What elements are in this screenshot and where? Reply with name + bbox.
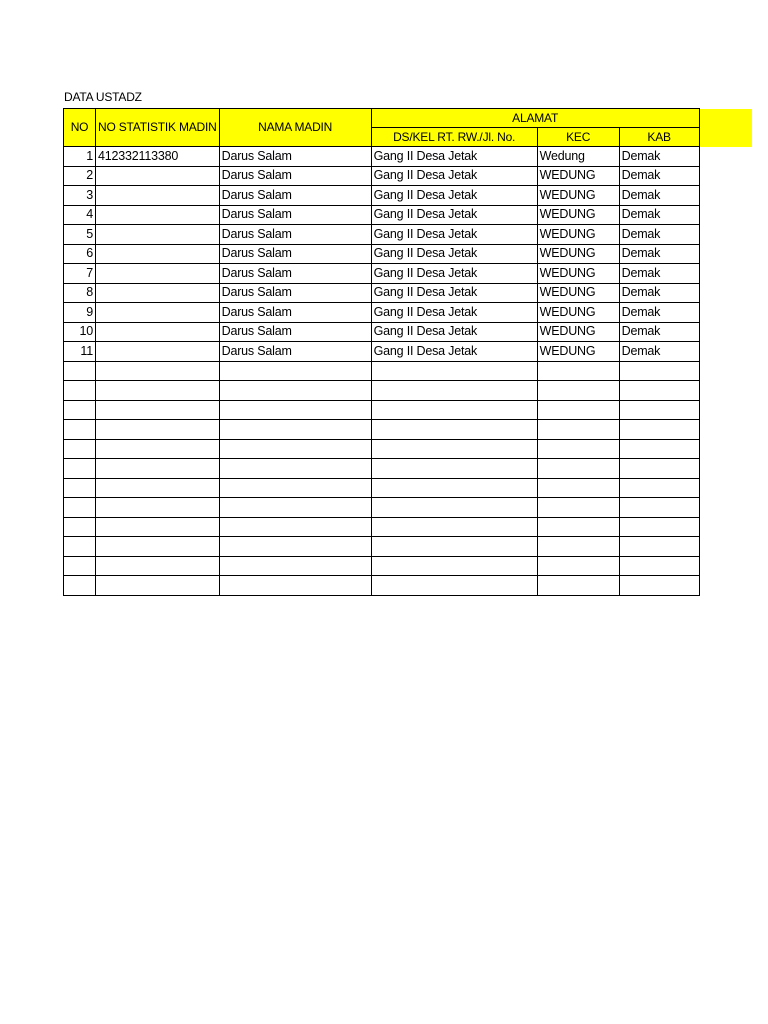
cell-no[interactable]: [64, 478, 96, 498]
cell-no-statistik[interactable]: [96, 166, 220, 186]
cell-kab[interactable]: [619, 400, 699, 420]
table-row: [64, 420, 700, 440]
cell-kab[interactable]: [619, 361, 699, 381]
cell-alamat[interactable]: [371, 420, 537, 440]
cell-kec[interactable]: [537, 537, 619, 557]
cell-kec[interactable]: [537, 498, 619, 518]
cell-nama-madin[interactable]: [219, 478, 371, 498]
cell-kec[interactable]: WEDUNG: [537, 225, 619, 245]
table-row: [64, 322, 700, 342]
cell-no-statistik[interactable]: [96, 439, 220, 459]
cell-alamat[interactable]: Gang II Desa Jetak: [371, 322, 537, 342]
table-row: [64, 244, 700, 264]
cell-kab[interactable]: [619, 517, 699, 537]
cell-alamat[interactable]: [371, 459, 537, 479]
cell-no[interactable]: 11: [64, 342, 96, 362]
cell-alamat[interactable]: [371, 498, 537, 518]
table-row: [64, 186, 700, 206]
cell-no-statistik[interactable]: [96, 478, 220, 498]
cell-nama-madin[interactable]: [219, 361, 371, 381]
header-alamat[interactable]: ALAMAT: [371, 109, 699, 128]
cell-alamat[interactable]: [371, 400, 537, 420]
cell-no-statistik[interactable]: [96, 244, 220, 264]
cell-no-statistik[interactable]: [96, 264, 220, 284]
cell-kec[interactable]: [537, 361, 619, 381]
cell-no-statistik[interactable]: [96, 381, 220, 401]
table-row: [64, 459, 700, 479]
cell-kab[interactable]: [619, 478, 699, 498]
cell-no[interactable]: 7: [64, 264, 96, 284]
cell-kec[interactable]: WEDUNG: [537, 166, 619, 186]
cell-no[interactable]: [64, 361, 96, 381]
cell-nama-madin[interactable]: Darus Salam: [219, 205, 371, 225]
table-header: [64, 109, 700, 147]
cell-kec[interactable]: WEDUNG: [537, 205, 619, 225]
cell-no[interactable]: 6: [64, 244, 96, 264]
table-row: [64, 556, 700, 576]
cell-kec[interactable]: [537, 556, 619, 576]
cell-kec[interactable]: Wedung: [537, 147, 619, 167]
table-row: [64, 205, 700, 225]
table-body: [64, 147, 700, 596]
cell-kec[interactable]: WEDUNG: [537, 264, 619, 284]
cell-no-statistik[interactable]: [96, 283, 220, 303]
table-row: [64, 576, 700, 596]
cell-no-statistik[interactable]: [96, 303, 220, 323]
cell-nama-madin[interactable]: Darus Salam: [219, 147, 371, 167]
cell-kab[interactable]: [619, 439, 699, 459]
table-row: [64, 498, 700, 518]
cell-no-statistik[interactable]: [96, 342, 220, 362]
cell-alamat[interactable]: [371, 381, 537, 401]
cell-nama-madin[interactable]: [219, 556, 371, 576]
cell-nama-madin[interactable]: [219, 459, 371, 479]
cell-nama-madin[interactable]: [219, 400, 371, 420]
cell-kab[interactable]: Demak: [619, 186, 699, 206]
cell-nama-madin[interactable]: Darus Salam: [219, 225, 371, 245]
cell-no-statistik[interactable]: [96, 556, 220, 576]
cell-alamat[interactable]: Gang II Desa Jetak: [371, 205, 537, 225]
cell-alamat[interactable]: Gang II Desa Jetak: [371, 166, 537, 186]
cell-no[interactable]: [64, 420, 96, 440]
cell-no[interactable]: [64, 400, 96, 420]
cell-alamat[interactable]: Gang II Desa Jetak: [371, 264, 537, 284]
cell-no[interactable]: [64, 439, 96, 459]
cell-nama-madin[interactable]: [219, 420, 371, 440]
cell-nama-madin[interactable]: [219, 537, 371, 557]
cell-kab[interactable]: Demak: [619, 264, 699, 284]
cell-no[interactable]: [64, 459, 96, 479]
header-ds-kel[interactable]: DS/KEL RT. RW./Jl. No.: [371, 128, 537, 147]
cell-kec[interactable]: WEDUNG: [537, 283, 619, 303]
cell-kab[interactable]: [619, 576, 699, 596]
cell-alamat[interactable]: Gang II Desa Jetak: [371, 225, 537, 245]
header-kec[interactable]: KEC: [537, 128, 619, 147]
cell-alamat[interactable]: Gang II Desa Jetak: [371, 342, 537, 362]
cell-no[interactable]: 8: [64, 283, 96, 303]
cell-kec[interactable]: [537, 400, 619, 420]
header-nama-madin[interactable]: NAMA MADIN: [219, 109, 371, 147]
cell-kec[interactable]: WEDUNG: [537, 186, 619, 206]
table-row: [64, 225, 700, 245]
cell-no[interactable]: 9: [64, 303, 96, 323]
cell-kec[interactable]: [537, 381, 619, 401]
cell-nama-madin[interactable]: [219, 576, 371, 596]
cell-no-statistik[interactable]: [96, 517, 220, 537]
cell-alamat[interactable]: [371, 361, 537, 381]
cell-kab[interactable]: Demak: [619, 342, 699, 362]
cell-kab[interactable]: Demak: [619, 147, 699, 167]
cell-nama-madin[interactable]: Darus Salam: [219, 244, 371, 264]
cell-no[interactable]: [64, 381, 96, 401]
cell-nama-madin[interactable]: Darus Salam: [219, 283, 371, 303]
cell-kab[interactable]: [619, 381, 699, 401]
cell-kab[interactable]: [619, 498, 699, 518]
table-row: [64, 147, 700, 167]
cell-nama-madin[interactable]: [219, 517, 371, 537]
cell-alamat[interactable]: [371, 478, 537, 498]
cell-kab[interactable]: Demak: [619, 166, 699, 186]
cell-no-statistik[interactable]: [96, 537, 220, 557]
cell-no[interactable]: 2: [64, 166, 96, 186]
cell-alamat[interactable]: Gang II Desa Jetak: [371, 186, 537, 206]
cell-no[interactable]: 10: [64, 322, 96, 342]
cell-no[interactable]: [64, 556, 96, 576]
cell-kab[interactable]: Demak: [619, 283, 699, 303]
cell-no-statistik[interactable]: [96, 322, 220, 342]
header-no-statistik[interactable]: NO STATISTIK MADIN: [96, 109, 220, 147]
table-row: [64, 303, 700, 323]
cell-kab[interactable]: Demak: [619, 244, 699, 264]
cell-kab[interactable]: Demak: [619, 205, 699, 225]
cell-nama-madin[interactable]: Darus Salam: [219, 186, 371, 206]
cell-kec[interactable]: [537, 420, 619, 440]
table-row: [64, 537, 700, 557]
cell-alamat[interactable]: Gang II Desa Jetak: [371, 303, 537, 323]
table-row: [64, 478, 700, 498]
table-row: [64, 283, 700, 303]
cell-no-statistik[interactable]: [96, 361, 220, 381]
cell-kec[interactable]: WEDUNG: [537, 303, 619, 323]
cell-no-statistik[interactable]: [96, 205, 220, 225]
data-table: [63, 108, 700, 596]
cell-nama-madin[interactable]: Darus Salam: [219, 264, 371, 284]
cell-kec[interactable]: [537, 478, 619, 498]
cell-no[interactable]: [64, 576, 96, 596]
cell-kab[interactable]: Demak: [619, 322, 699, 342]
cell-alamat[interactable]: [371, 556, 537, 576]
cell-no-statistik[interactable]: [96, 225, 220, 245]
cell-nama-madin[interactable]: Darus Salam: [219, 166, 371, 186]
cell-no[interactable]: 1: [64, 147, 96, 167]
cell-no-statistik[interactable]: [96, 186, 220, 206]
cell-kec[interactable]: [537, 517, 619, 537]
cell-nama-madin[interactable]: [219, 498, 371, 518]
cell-no[interactable]: [64, 537, 96, 557]
cell-kab[interactable]: Demak: [619, 225, 699, 245]
cell-no-statistik[interactable]: [96, 459, 220, 479]
cell-no[interactable]: [64, 517, 96, 537]
table-row: [64, 166, 700, 186]
cell-kec[interactable]: [537, 576, 619, 596]
cell-kab[interactable]: [619, 556, 699, 576]
table-row: [64, 400, 700, 420]
cell-kab[interactable]: [619, 537, 699, 557]
cell-kec[interactable]: WEDUNG: [537, 342, 619, 362]
header-kab[interactable]: KAB: [619, 128, 699, 147]
cell-no-statistik[interactable]: [96, 420, 220, 440]
cell-no-statistik[interactable]: [96, 498, 220, 518]
cell-no-statistik[interactable]: [96, 400, 220, 420]
cell-kec[interactable]: WEDUNG: [537, 322, 619, 342]
table-row: [64, 342, 700, 362]
cell-kab[interactable]: [619, 420, 699, 440]
cell-nama-madin[interactable]: [219, 381, 371, 401]
cell-no[interactable]: 3: [64, 186, 96, 206]
cell-no[interactable]: [64, 498, 96, 518]
cell-alamat[interactable]: [371, 537, 537, 557]
cell-no-statistik[interactable]: 412332113380: [96, 147, 220, 167]
cell-kec[interactable]: [537, 439, 619, 459]
cell-alamat[interactable]: [371, 576, 537, 596]
header-no[interactable]: NO: [64, 109, 96, 147]
cell-nama-madin[interactable]: Darus Salam: [219, 322, 371, 342]
sheet-title: DATA USTADZ: [64, 90, 142, 104]
cell-kec[interactable]: [537, 459, 619, 479]
table-row: [64, 439, 700, 459]
cell-nama-madin[interactable]: Darus Salam: [219, 303, 371, 323]
cell-kab[interactable]: Demak: [619, 303, 699, 323]
cell-kec[interactable]: WEDUNG: [537, 244, 619, 264]
cell-alamat[interactable]: Gang II Desa Jetak: [371, 147, 537, 167]
table-row: [64, 381, 700, 401]
cell-nama-madin[interactable]: Darus Salam: [219, 342, 371, 362]
cell-no[interactable]: 4: [64, 205, 96, 225]
cell-no-statistik[interactable]: [96, 576, 220, 596]
cell-alamat[interactable]: [371, 517, 537, 537]
table-row: [64, 361, 700, 381]
cell-no[interactable]: 5: [64, 225, 96, 245]
cell-kab[interactable]: [619, 459, 699, 479]
table-row: [64, 264, 700, 284]
table-row: [64, 517, 700, 537]
cell-alamat[interactable]: Gang II Desa Jetak: [371, 244, 537, 264]
cell-nama-madin[interactable]: [219, 439, 371, 459]
cell-alamat[interactable]: [371, 439, 537, 459]
cell-alamat[interactable]: Gang II Desa Jetak: [371, 283, 537, 303]
